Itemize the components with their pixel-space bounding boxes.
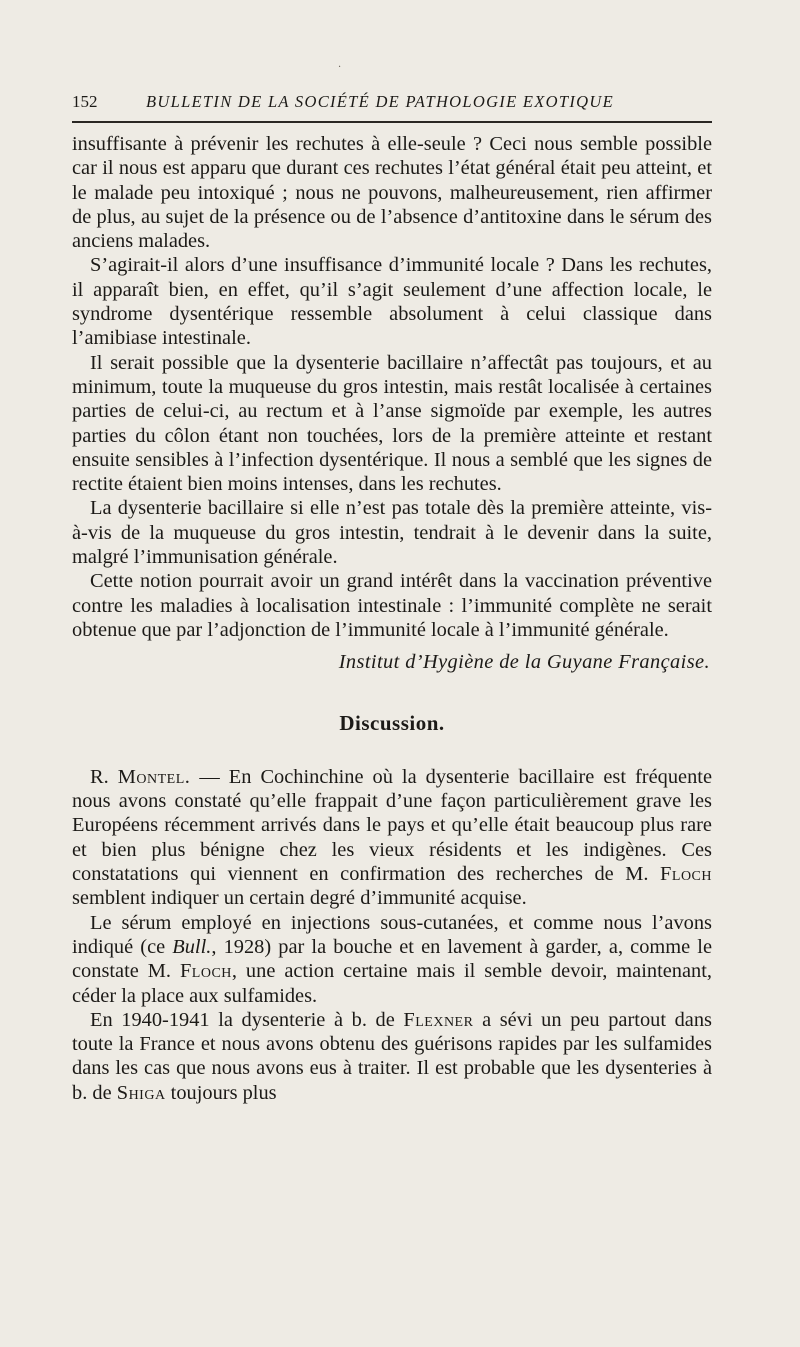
paragraph: Cette notion pourrait avoir un grand intérêt dans la vaccination préventive contre les maladies à localisation intestinale : l’immunité complète ne serait obtenue que par l’adjonction de l’immunité locale à l’immunité générale.: [72, 570, 712, 641]
running-title: BULLETIN DE LA SOCIÉTÉ DE PATHOLOGIE EXOTIQUE: [146, 92, 614, 111]
text-segment: , une action certaine mais il semble devoir, maintenant, céder la place aux sulfamides.: [72, 960, 712, 1007]
text-segment: semblent indiquer un certain degré d’immunité acquise.: [72, 887, 527, 910]
discussion-paragraph: [72, 765, 712, 911]
text-segment: En 1940-1941 la dysenterie à b. de: [90, 1008, 404, 1031]
cited-name: Floch: [660, 863, 712, 886]
page-number: 152: [72, 92, 98, 111]
text-segment: — En Cochinchine où la dysenterie bacillaire est fréquente nous avons constaté qu’elle frappait d’une façon particulièrement grave les Européens récemment arrivés dans le pays et qu’elle était beaucoup plus rare et bien plus bénigne chez les vieux résidents et les indigènes. Ces constatations qui viennent en confirmation des recherches de M.: [72, 765, 712, 886]
page-header: [72, 90, 712, 118]
text-segment: a sévi un peu partout dans toute la France et nous avons obtenu des guérisons rapides par les sulfamides dans les cas que nous avons eus à traiter. Il est probable que les dysenteries à b. de: [72, 1008, 712, 1104]
discussion-paragraph: [72, 911, 712, 1008]
text-segment: Le sérum employé en injections sous-cutanées, et comme nous l’avons indiqué (ce: [72, 911, 712, 958]
paragraph-continued: insuffisante à prévenir les rechutes à elle-seule ? Ceci nous semble possible car il nous est apparu que durant ces rechutes l’état général était peu atteint, et le malade peu intoxiqué ; nous ne pouvons, malheureusement, rien affirmer de plus, au sujet de la présence ou de l’absence d’antitoxine dans le sérum des anciens malades.: [72, 133, 712, 253]
institution-signature: Institut d’Hygiène de la Guyane Française.: [338, 651, 710, 674]
speaker-name: Montel.: [117, 765, 191, 788]
text-segment: toujours plus: [165, 1081, 277, 1104]
paragraph: Il serait possible que la dysenterie bacillaire n’affectât pas toujours, et au minimum, toute la muqueuse du gros intestin, mais restât localisée à certaines parties de celui-ci, au rectum et à l’anse sigmoïde par exemple, les autres parties du côlon étant non touchées, lors de la première atteinte et restant ensuite sensibles à l’infection dysentérique. Il nous a semblé que les signes de rectite étaient bien moins intenses, dans les rechutes.: [72, 351, 712, 496]
print-speck: ·: [338, 62, 342, 73]
text-segment: , 1928) par la bouche et en lavement à garder, a, comme le constate M.: [72, 935, 713, 983]
cited-name: Shiga: [116, 1081, 166, 1104]
journal-abbrev: Bull.: [172, 935, 212, 958]
discussion-heading: Discussion.: [339, 710, 445, 735]
paragraph: S’agirait-il alors d’une insuffisance d’immunité locale ? Dans les rechutes, il apparaît bien, en effet, qu’il s’agit seulement d’une affection locale, le syndrome dysentérique ressemble absolument à celui classique dans l’amibiase intestinale.: [72, 254, 712, 350]
header-rule: [72, 121, 712, 123]
paragraph: La dysenterie bacillaire si elle n’est pas totale dès la première atteinte, vis-à-vis de la muqueuse du gros intestin, tendrait à le devenir dans la suite, malgré l’immunisation générale.: [72, 497, 712, 569]
discussion-paragraph: [72, 1008, 712, 1105]
cited-name: Floch: [179, 960, 232, 983]
article-body: [72, 132, 712, 1105]
speaker-initial: R.: [90, 765, 109, 788]
cited-name: Flexner: [403, 1008, 474, 1031]
